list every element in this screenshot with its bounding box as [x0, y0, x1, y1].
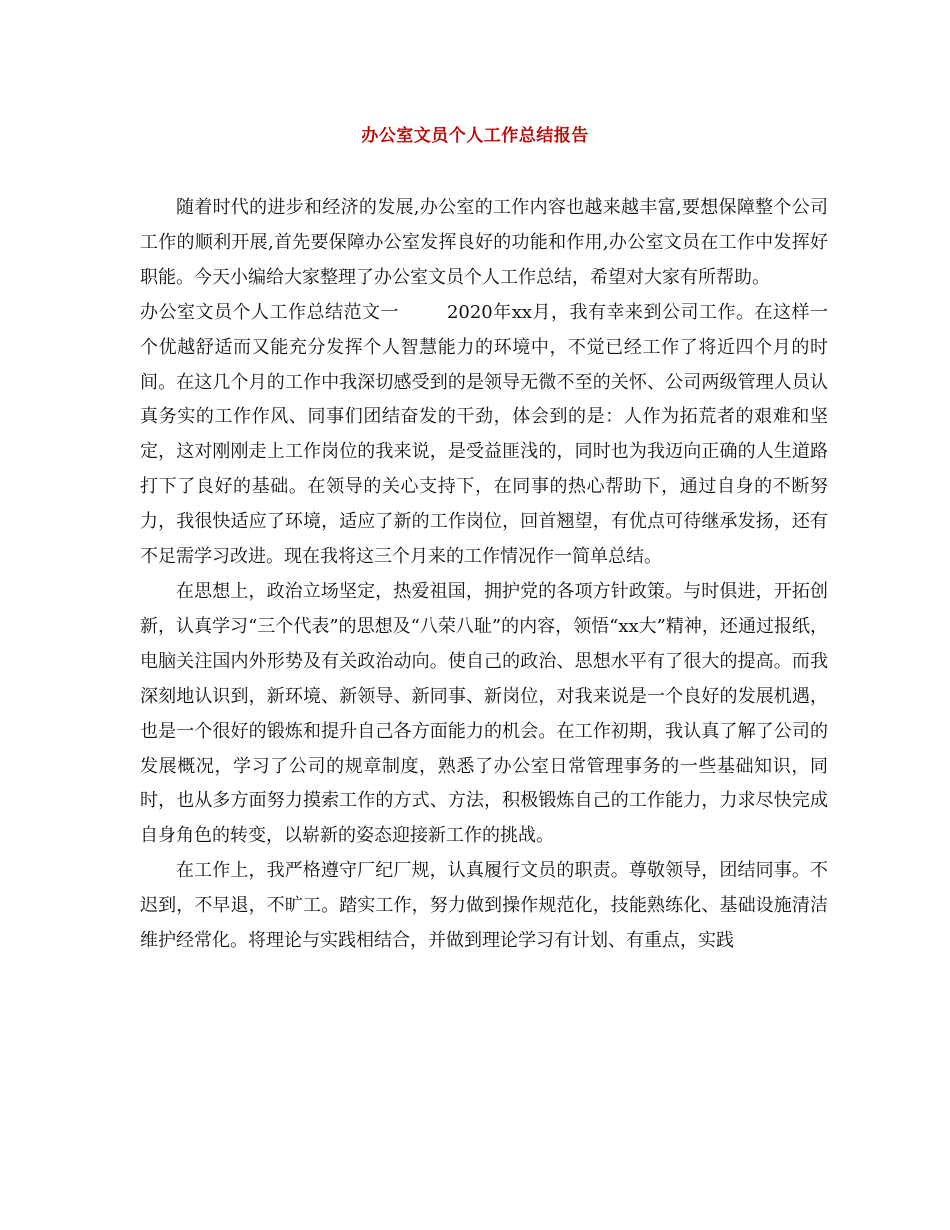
work-paragraph: 在工作上，我严格遵守厂纪厂规，认真履行文员的职责。尊敬领导，团结同事。不迟到，不早退，不旷工。踏实工作，努力做到操作规范化，技能熟练化、基础设施清洁维护经常化。将理论与实践相结合，并做到理论学习有计划、有重点，实践 [140, 860, 828, 952]
section-first-paragraph: 2020年xx月，我有幸来到公司工作。在这样一个优越舒适而又能充分发挥个人智慧能力的环境中，不觉已经工作了将近四个月的时间。在这几个月的工作中我深切感受到的是领导无微不至的关怀、公司两级管理人员认真务实的工作作风、同事们团结奋发的干劲，体会到的是：人作为拓荒者的艰难和坚定，这对刚刚走上工作岗位的我来说，是受益匪浅的，同时也为我迈向正确的人生道路打下了良好的基础。在领导的关心支持下，在同事的热心帮助下，通过自身的不断努力，我很快适应了环境，适应了新的工作岗位，回首翘望，有优点可待继承发扬，还有不足需学习改进。现在我将这三个月来的工作情况作一简单总结。 [140, 301, 828, 568]
document-body [140, 191, 828, 959]
section-paragraph [140, 296, 828, 575]
thought-paragraph: 在思想上，政治立场坚定，热爱祖国，拥护党的各项方针政策。与时俱进，开拓创新，认真学习“三个代表”的思想及“八荣八耻”的内容，领悟“xx大”精神，还通过报纸，电脑关注国内外形势及有关政治动向。使自己的政治、思想水平有了很大的提高。而我深刻地认识到，新环境、新领导、新同事、新岗位，对我来说是一个良好的发展机遇，也是一个很好的锻炼和提升自己各方面能力的机会。在工作初期，我认真了解了公司的发展概况，学习了公司的规章制度，熟悉了办公室日常管理事务的一些基础知识，同时，也从多方面努力摸索工作的方式、方法，积极锻炼自己的工作能力，力求尽快完成自身角色的转变，以崭新的姿态迎接新工作的挑战。 [140, 580, 828, 847]
document-title: 办公室文员个人工作总结报告 [361, 126, 589, 146]
section-heading: 办公室文员个人工作总结范文一 [140, 301, 399, 323]
intro-paragraph: 随着时代的进步和经济的发展,办公室的工作内容也越来越丰富,要想保障整个公司工作的顺利开展,首先要保障办公室发挥良好的功能和作用,办公室文员在工作中发挥好职能。今天小编给大家整理了办公室文员个人工作总结，希望对大家有所帮助。 [140, 197, 828, 288]
